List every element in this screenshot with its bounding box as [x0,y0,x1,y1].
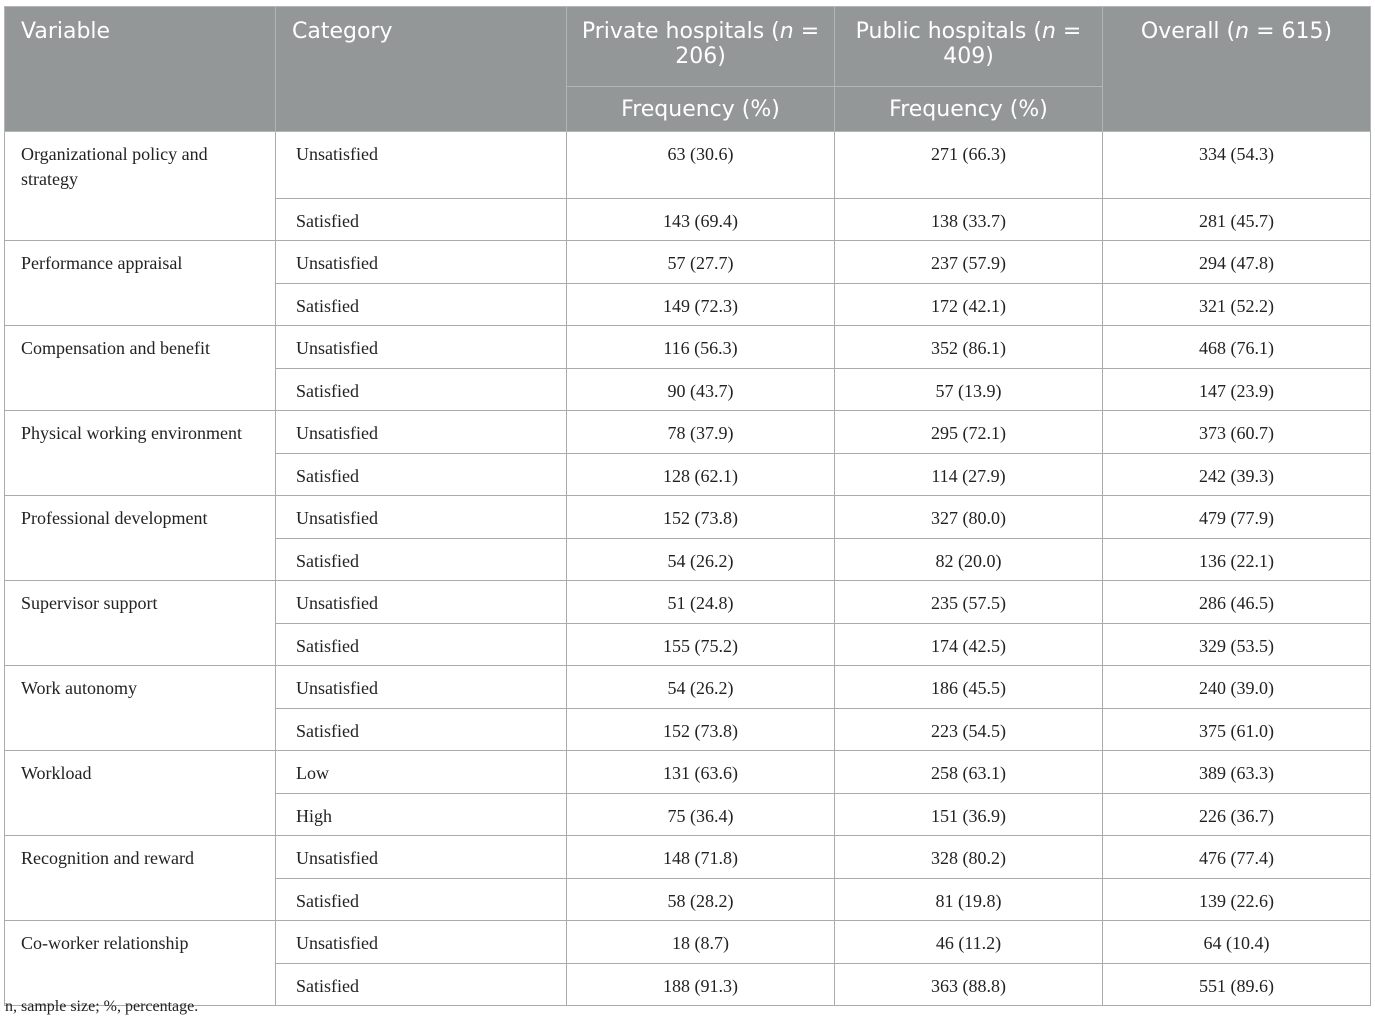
header-private-hospitals: Private hospitals (n = 206) [567,7,835,87]
public-cell: 186 (45.5) [835,666,1103,709]
private-cell: 78 (37.9) [567,411,835,454]
overall-cell: 468 (76.1) [1103,326,1371,369]
variable-cell: Work autonomy [5,666,276,751]
header-frequency-public: Frequency (%) [835,87,1103,132]
overall-cell: 226 (36.7) [1103,794,1371,836]
category-cell: Unsatisfied [276,496,567,539]
private-cell: 143 (69.4) [567,199,835,241]
table-row [5,241,1371,284]
private-cell: 75 (36.4) [567,794,835,836]
private-cell: 131 (63.6) [567,751,835,794]
overall-cell: 64 (10.4) [1103,921,1371,964]
overall-cell: 479 (77.9) [1103,496,1371,539]
public-cell: 235 (57.5) [835,581,1103,624]
private-cell: 58 (28.2) [567,879,835,921]
overall-cell: 240 (39.0) [1103,666,1371,709]
variable-cell: Compensation and benefit [5,326,276,411]
overall-cell: 242 (39.3) [1103,454,1371,496]
variable-cell: Organizational policy and strategy [5,132,276,241]
variable-cell: Workload [5,751,276,836]
private-cell: 54 (26.2) [567,539,835,581]
public-cell: 271 (66.3) [835,132,1103,199]
category-cell: Satisfied [276,454,567,496]
category-cell: Unsatisfied [276,921,567,964]
overall-cell: 147 (23.9) [1103,369,1371,411]
public-cell: 363 (88.8) [835,964,1103,1006]
overall-cell: 375 (61.0) [1103,709,1371,751]
public-cell: 57 (13.9) [835,369,1103,411]
category-cell: Satisfied [276,964,567,1006]
table-row [5,751,1371,794]
category-cell: Low [276,751,567,794]
public-cell: 81 (19.8) [835,879,1103,921]
private-cell: 188 (91.3) [567,964,835,1006]
private-cell: 54 (26.2) [567,666,835,709]
overall-cell: 389 (63.3) [1103,751,1371,794]
category-cell: Unsatisfied [276,666,567,709]
public-cell: 82 (20.0) [835,539,1103,581]
public-cell: 295 (72.1) [835,411,1103,454]
overall-cell: 281 (45.7) [1103,199,1371,241]
private-cell: 155 (75.2) [567,624,835,666]
table-row [5,666,1371,709]
header-variable: Variable [5,7,276,132]
table-row [5,581,1371,624]
category-cell: Satisfied [276,284,567,326]
category-cell: Satisfied [276,199,567,241]
public-cell: 172 (42.1) [835,284,1103,326]
private-cell: 18 (8.7) [567,921,835,964]
category-cell: Unsatisfied [276,581,567,624]
private-cell: 90 (43.7) [567,369,835,411]
category-cell: Satisfied [276,624,567,666]
variable-cell: Co-worker relationship [5,921,276,1006]
private-cell: 57 (27.7) [567,241,835,284]
public-cell: 138 (33.7) [835,199,1103,241]
private-cell: 149 (72.3) [567,284,835,326]
variable-cell: Performance appraisal [5,241,276,326]
header-category: Category [276,7,567,132]
private-cell: 152 (73.8) [567,709,835,751]
category-cell: High [276,794,567,836]
header-frequency-private: Frequency (%) [567,87,835,132]
overall-cell: 373 (60.7) [1103,411,1371,454]
header-public-hospitals: Public hospitals (n = 409) [835,7,1103,87]
public-cell: 114 (27.9) [835,454,1103,496]
table-row [5,921,1371,964]
overall-cell: 321 (52.2) [1103,284,1371,326]
category-cell: Satisfied [276,539,567,581]
private-cell: 152 (73.8) [567,496,835,539]
overall-cell: 334 (54.3) [1103,132,1371,199]
table-row [5,411,1371,454]
overall-cell: 551 (89.6) [1103,964,1371,1006]
overall-cell: 136 (22.1) [1103,539,1371,581]
public-cell: 258 (63.1) [835,751,1103,794]
variable-cell: Supervisor support [5,581,276,666]
header-overall: Overall (n = 615) [1103,7,1371,132]
private-cell: 148 (71.8) [567,836,835,879]
private-cell: 128 (62.1) [567,454,835,496]
category-cell: Satisfied [276,369,567,411]
public-cell: 46 (11.2) [835,921,1103,964]
variable-cell: Physical working environment [5,411,276,496]
overall-cell: 476 (77.4) [1103,836,1371,879]
category-cell: Unsatisfied [276,836,567,879]
public-cell: 223 (54.5) [835,709,1103,751]
variable-cell: Professional development [5,496,276,581]
public-cell: 237 (57.9) [835,241,1103,284]
public-cell: 174 (42.5) [835,624,1103,666]
category-cell: Unsatisfied [276,411,567,454]
public-cell: 327 (80.0) [835,496,1103,539]
table-footnote: n, sample size; %, percentage. [5,998,199,1015]
table-row [5,326,1371,369]
public-cell: 328 (80.2) [835,836,1103,879]
category-cell: Unsatisfied [276,326,567,369]
table-row [5,132,1371,199]
overall-cell: 139 (22.6) [1103,879,1371,921]
table-row [5,836,1371,879]
overall-cell: 286 (46.5) [1103,581,1371,624]
variable-cell: Recognition and reward [5,836,276,921]
category-cell: Unsatisfied [276,241,567,284]
overall-cell: 329 (53.5) [1103,624,1371,666]
public-cell: 352 (86.1) [835,326,1103,369]
category-cell: Unsatisfied [276,132,567,199]
job-satisfaction-table [4,6,1371,1006]
overall-cell: 294 (47.8) [1103,241,1371,284]
table-row [5,496,1371,539]
public-cell: 151 (36.9) [835,794,1103,836]
private-cell: 116 (56.3) [567,326,835,369]
private-cell: 63 (30.6) [567,132,835,199]
category-cell: Satisfied [276,709,567,751]
private-cell: 51 (24.8) [567,581,835,624]
category-cell: Satisfied [276,879,567,921]
